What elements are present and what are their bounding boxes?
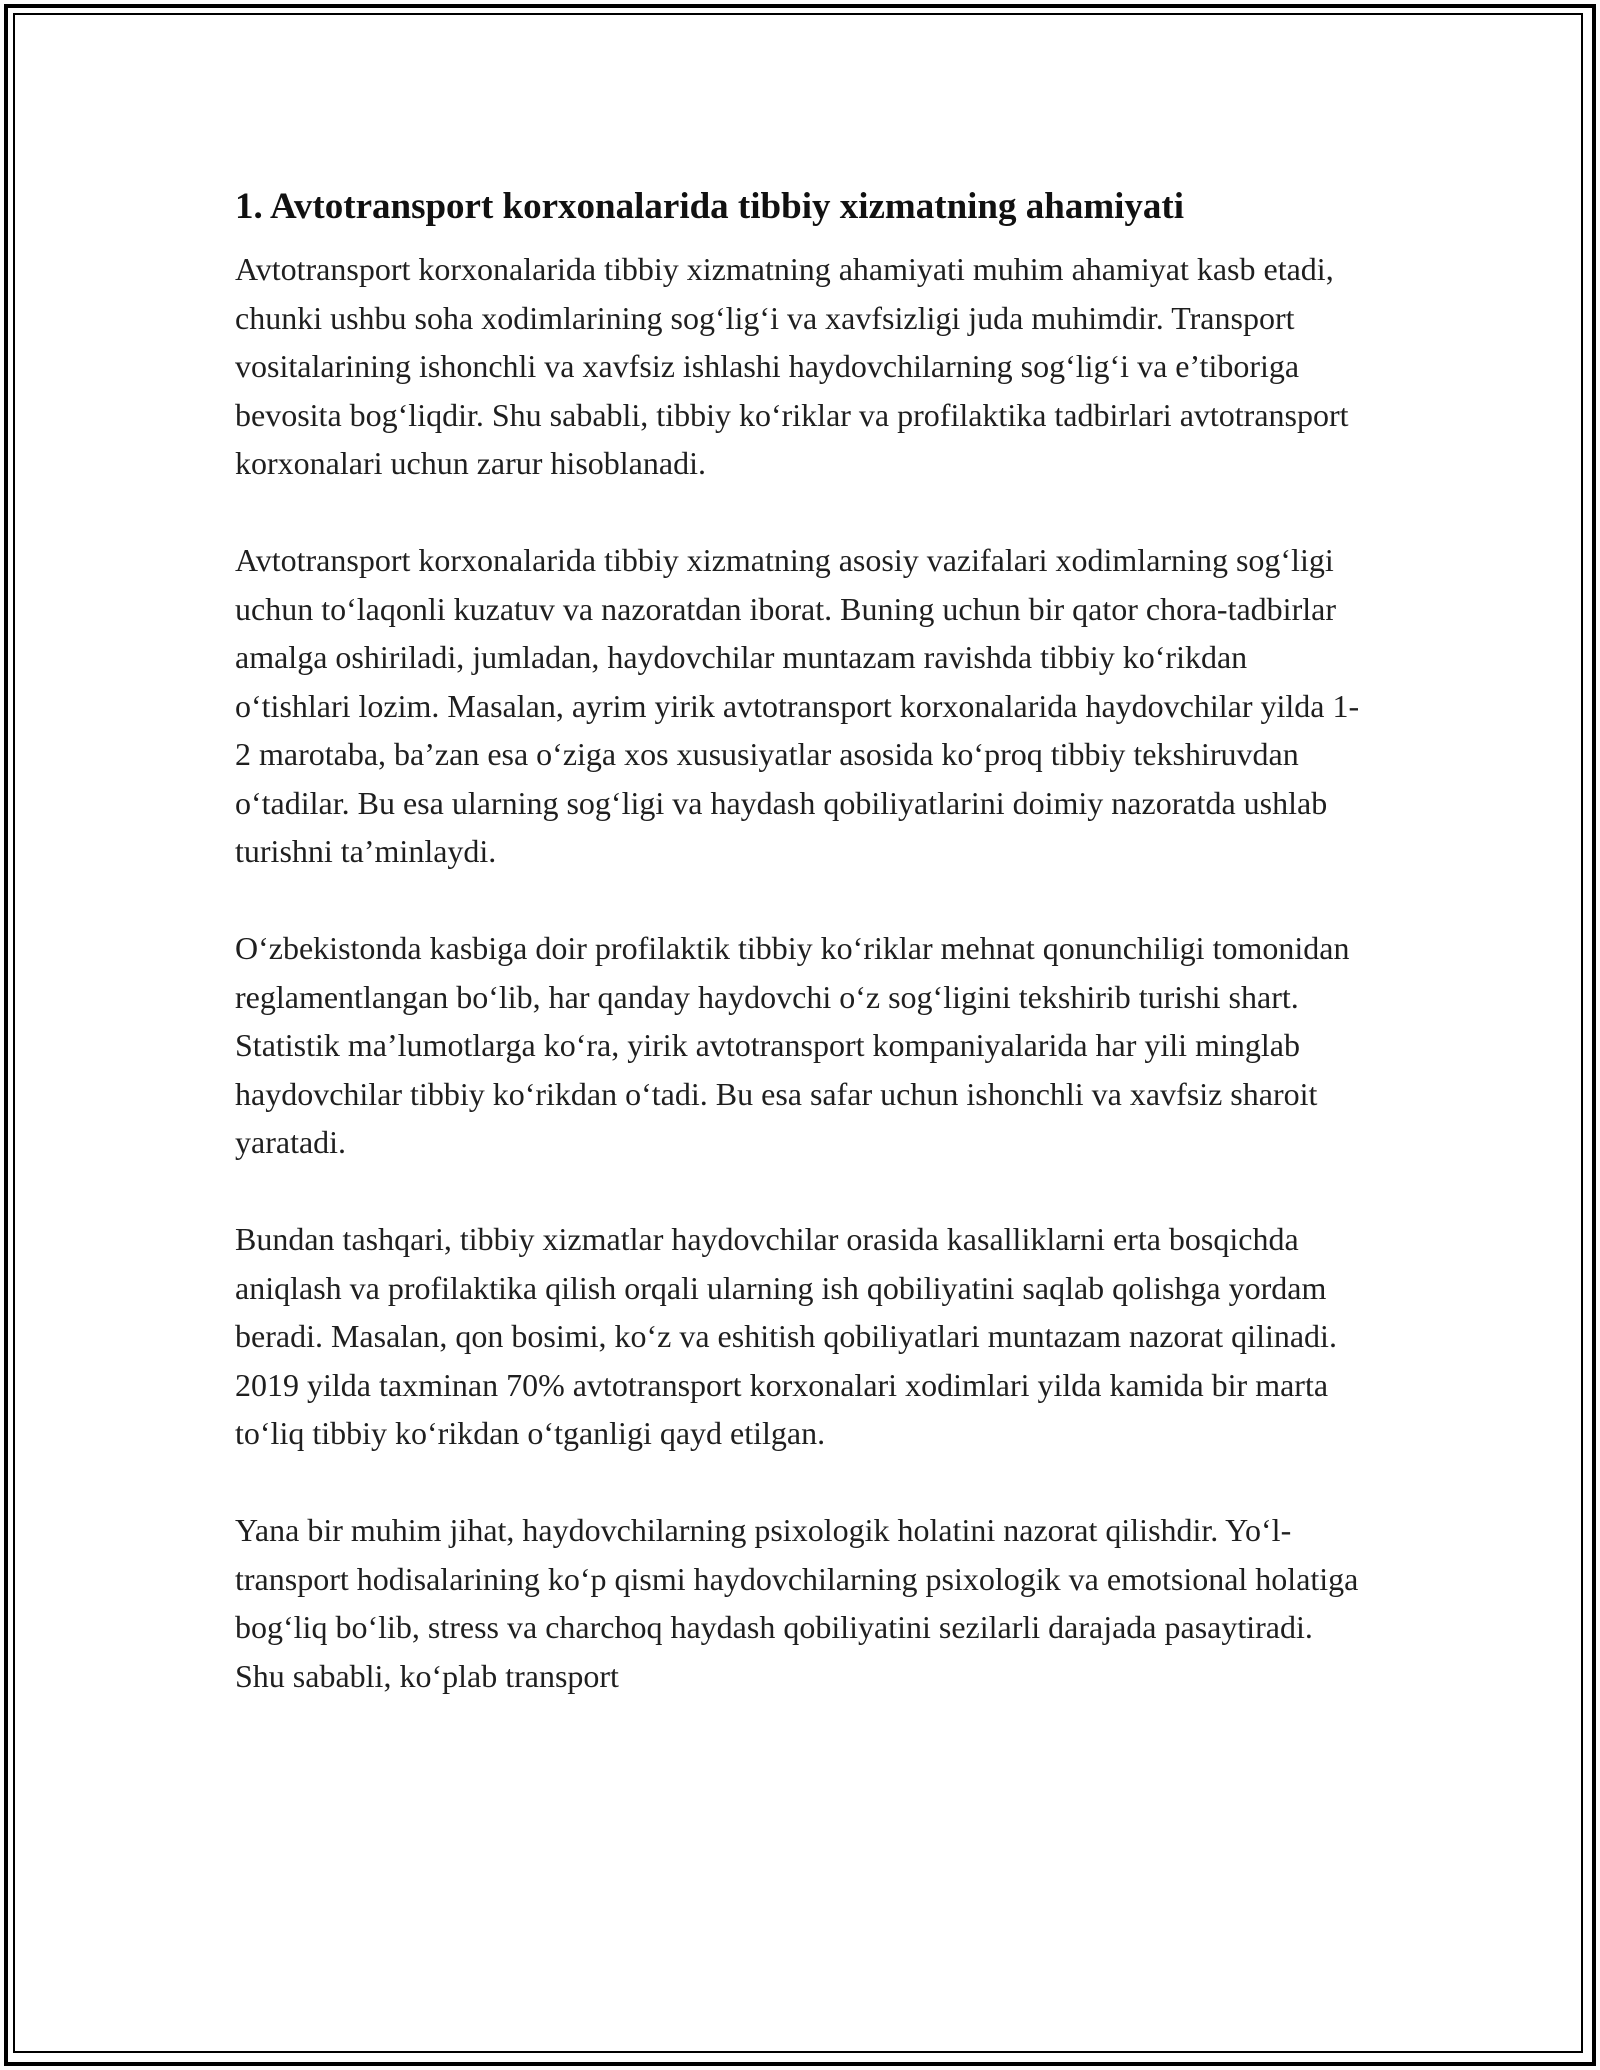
paragraph-1: Avtotransport korxonalarida tibbiy xizmatning ahamiyati muhim ahamiyat kasb etadi, chunki ushbu soha xodimlarining sog‘lig‘i va xavfsizligi juda muhimdir. Transport vositalarining ishonchli va xavfsiz ishlashi haydovchilarning sog‘lig‘i va e’tiboriga bevosita bog‘liqdir. Shu sababli, tibbiy ko‘riklar va profilaktika tadbirlari avtotransport korxonalari uchun zarur hisoblanadi. xyxy=(235,251,1349,481)
paragraph-5: Yana bir muhim jihat, haydovchilarning psixologik holatini nazorat qilishdir. Yo‘l-transport hodisalarining ko‘p qismi haydovchilarning psixologik va emotsional holatiga bog‘liq bo‘lib, stress va charchoq haydash qobiliyatini sezilarli darajada pasaytiradi. Shu sababli, ko‘plab transport xyxy=(235,1512,1359,1694)
document-body xyxy=(235,185,1370,1749)
paragraph-2: Avtotransport korxonalarida tibbiy xizmatning asosiy vazifalari xodimlarning sog‘ligi uchun to‘laqonli kuzatuv va nazoratdan iborat. Buning uchun bir qator chora-tadbirlar amalga oshiriladi, jumladan, haydovchilar muntazam ravishda tibbiy ko‘rikdan o‘tishlari lozim. Masalan, ayrim yirik avtotransport korxonalarida haydovchilar yilda 1-2 marotaba, ba’zan esa o‘ziga xos xususiyatlar asosida ko‘proq tibbiy tekshiruvdan o‘tadilar. Bu esa ularning sog‘ligi va haydash qobiliyatlarini doimiy nazoratda ushlab turishni ta’minlaydi. xyxy=(235,542,1360,869)
paragraph-4: Bundan tashqari, tibbiy xizmatlar haydovchilar orasida kasalliklarni erta bosqichda aniqlash va profilaktika qilish orqali ularning ish qobiliyatini saqlab qolishga yordam beradi. Masalan, qon bosimi, ko‘z va eshitish qobiliyatlari muntazam nazorat qilinadi. 2019 yilda taxminan 70% avtotransport korxonalari xodimlari yilda kamida bir marta to‘liq tibbiy ko‘rikdan o‘tganligi qayd etilgan. xyxy=(235,1221,1337,1451)
section-heading: 1. Avtotransport korxonalarida tibbiy xizmatning ahamiyati xyxy=(235,186,1185,227)
paragraph-3: O‘zbekistonda kasbiga doir profilaktik tibbiy ko‘riklar mehnat qonunchiligi tomonidan reglamentlangan bo‘lib, har qanday haydovchi o‘z sog‘ligini tekshirib turishi shart. Statistik ma’lumotlarga ko‘ra, yirik avtotransport kompaniyalarida har yili minglab haydovchilar tibbiy ko‘rikdan o‘tadi. Bu esa safar uchun ishonchli va xavfsiz sharoit yaratadi. xyxy=(235,930,1350,1160)
